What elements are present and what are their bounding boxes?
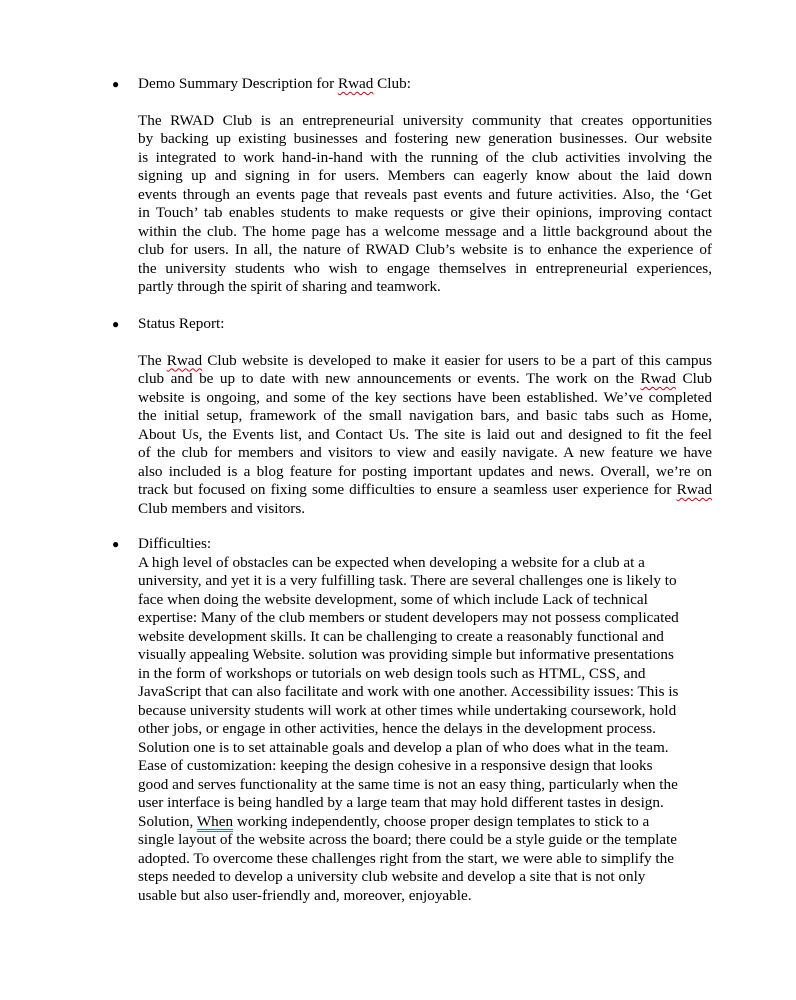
text-line: website is ongoing, and some of the key sections have been established. We’ve completed bbox=[138, 388, 712, 406]
section-heading: ● Demo Summary Description for Rwad Club: bbox=[112, 75, 411, 92]
text-line: Solution, When working independently, choose proper design templates to stick to a bbox=[138, 812, 650, 830]
text-line: partly through the spirit of sharing and teamwork. bbox=[138, 278, 441, 295]
spelling-flagged-word[interactable]: Rwad bbox=[676, 481, 712, 498]
text-line: website development skills. It can be challenging to create a reasonably functional and bbox=[138, 627, 664, 645]
text-line: good and serves functionality at the same time is not an easy thing, particularly when the bbox=[138, 775, 678, 793]
section-heading: ● Status Report: bbox=[112, 315, 225, 332]
grammar-flagged-word[interactable]: When bbox=[196, 812, 234, 830]
text-line: track but focused on fixing some difficulties to ensure a seamless user experience for Rwad bbox=[138, 481, 712, 498]
text-line: because university students will work at other times while undertaking coursework, hold bbox=[138, 701, 677, 719]
text-line: JavaScript that can also facilitate and work with one another. Accessibility issues: This is bbox=[138, 683, 679, 700]
text-line: other jobs, or engage in other activities, hence the delays in the development process. bbox=[138, 720, 656, 737]
text-line: club and be up to date with new announcements or events. The work on the Rwad Club bbox=[138, 370, 712, 387]
text-line: the university students who wish to engage themselves in entrepreneurial experiences, bbox=[138, 259, 712, 277]
text-line: The Rwad Club website is developed to make it easier for users to be a part of this campus bbox=[138, 351, 712, 369]
text-line: The RWAD Club is an entrepreneurial university community that creates opportunities bbox=[138, 111, 712, 129]
text-line: expertise: Many of the club members or student developers may not possess complicated bbox=[138, 609, 679, 626]
section-demo-summary bbox=[112, 75, 712, 297]
text-line: user interface is being handled by a large team that may hold different tastes in design. bbox=[138, 794, 664, 811]
text-line: the initial setup, framework of the small navigation bars, and basic tabs such as Home, bbox=[138, 407, 712, 424]
text-line: also included is a blog feature for posting important updates and news. Overall, we’re on bbox=[138, 462, 712, 480]
text-line: steps needed to develop a university club website and develop a site that is not only bbox=[138, 868, 646, 885]
paragraph-difficulties bbox=[138, 554, 712, 906]
paragraph-status-report bbox=[138, 352, 712, 519]
text-line: signing up and signing in for users. Members can eagerly know about the laid down bbox=[138, 167, 712, 184]
text-line: visually appealing Website. solution was providing simple but informative presentations bbox=[138, 646, 674, 663]
text-line: club for users. In all, the nature of RWAD Club’s website is to enhance the experience of bbox=[138, 241, 712, 258]
bullet-icon: ● bbox=[112, 317, 120, 331]
bullet-icon: ● bbox=[112, 537, 120, 551]
spelling-flagged-word[interactable]: Rwad bbox=[166, 351, 203, 369]
text-line: single layout of the website across the board; there could be a style guide or the template bbox=[138, 831, 677, 848]
spelling-flagged-word[interactable]: Rwad bbox=[337, 75, 374, 92]
text-line: adopted. To overcome these challenges right from the start, we were able to simplify the bbox=[138, 849, 674, 867]
text-line: in the form of workshops or tutorials on web design tools such as HTML, CSS, and bbox=[138, 664, 646, 682]
text-line: of the club for members and visitors to view and easily navigate. A new feature we have bbox=[138, 444, 712, 461]
text-line: in Touch’ tab enables students to make requests or give their opinions, improving contact bbox=[138, 204, 712, 221]
text-line: usable but also user-friendly and, moreover, enjoyable. bbox=[138, 886, 472, 904]
text-line: face when doing the website development, some of which include Lack of technical bbox=[138, 590, 648, 608]
section-heading: ● Difficulties: bbox=[112, 535, 212, 552]
section-status-report bbox=[112, 315, 712, 518]
text-line: Solution one is to set attainable goals and develop a plan of who does what in the team. bbox=[138, 738, 669, 756]
text-line: university, and yet it is a very fulfilling task. There are several challenges one is likely to bbox=[138, 572, 677, 589]
text-line: A high level of obstacles can be expected when developing a website for a club at a bbox=[138, 553, 645, 571]
text-line: within the club. The home page has a welcome message and a little background about the bbox=[138, 222, 712, 240]
text-line: About Us, the Events list, and Contact Us. The site is laid out and designed to fit the feel bbox=[138, 425, 712, 443]
text-line: by backing up existing businesses and fostering new generation businesses. Our website bbox=[138, 130, 712, 147]
paragraph-demo-summary bbox=[138, 112, 712, 297]
text-line: Ease of customization: keeping the design cohesive in a responsive design that looks bbox=[138, 757, 653, 774]
spelling-flagged-word[interactable]: Rwad bbox=[640, 370, 676, 387]
text-line: Club members and visitors. bbox=[138, 499, 306, 517]
bullet-icon: ● bbox=[112, 77, 120, 91]
section-difficulties bbox=[112, 535, 712, 905]
text-line: events through an events page that reveals past events and future activities. Also, the ‘Get bbox=[138, 185, 712, 203]
text-line: is integrated to work hand-in-hand with the running of the club activities involving the bbox=[138, 148, 712, 166]
